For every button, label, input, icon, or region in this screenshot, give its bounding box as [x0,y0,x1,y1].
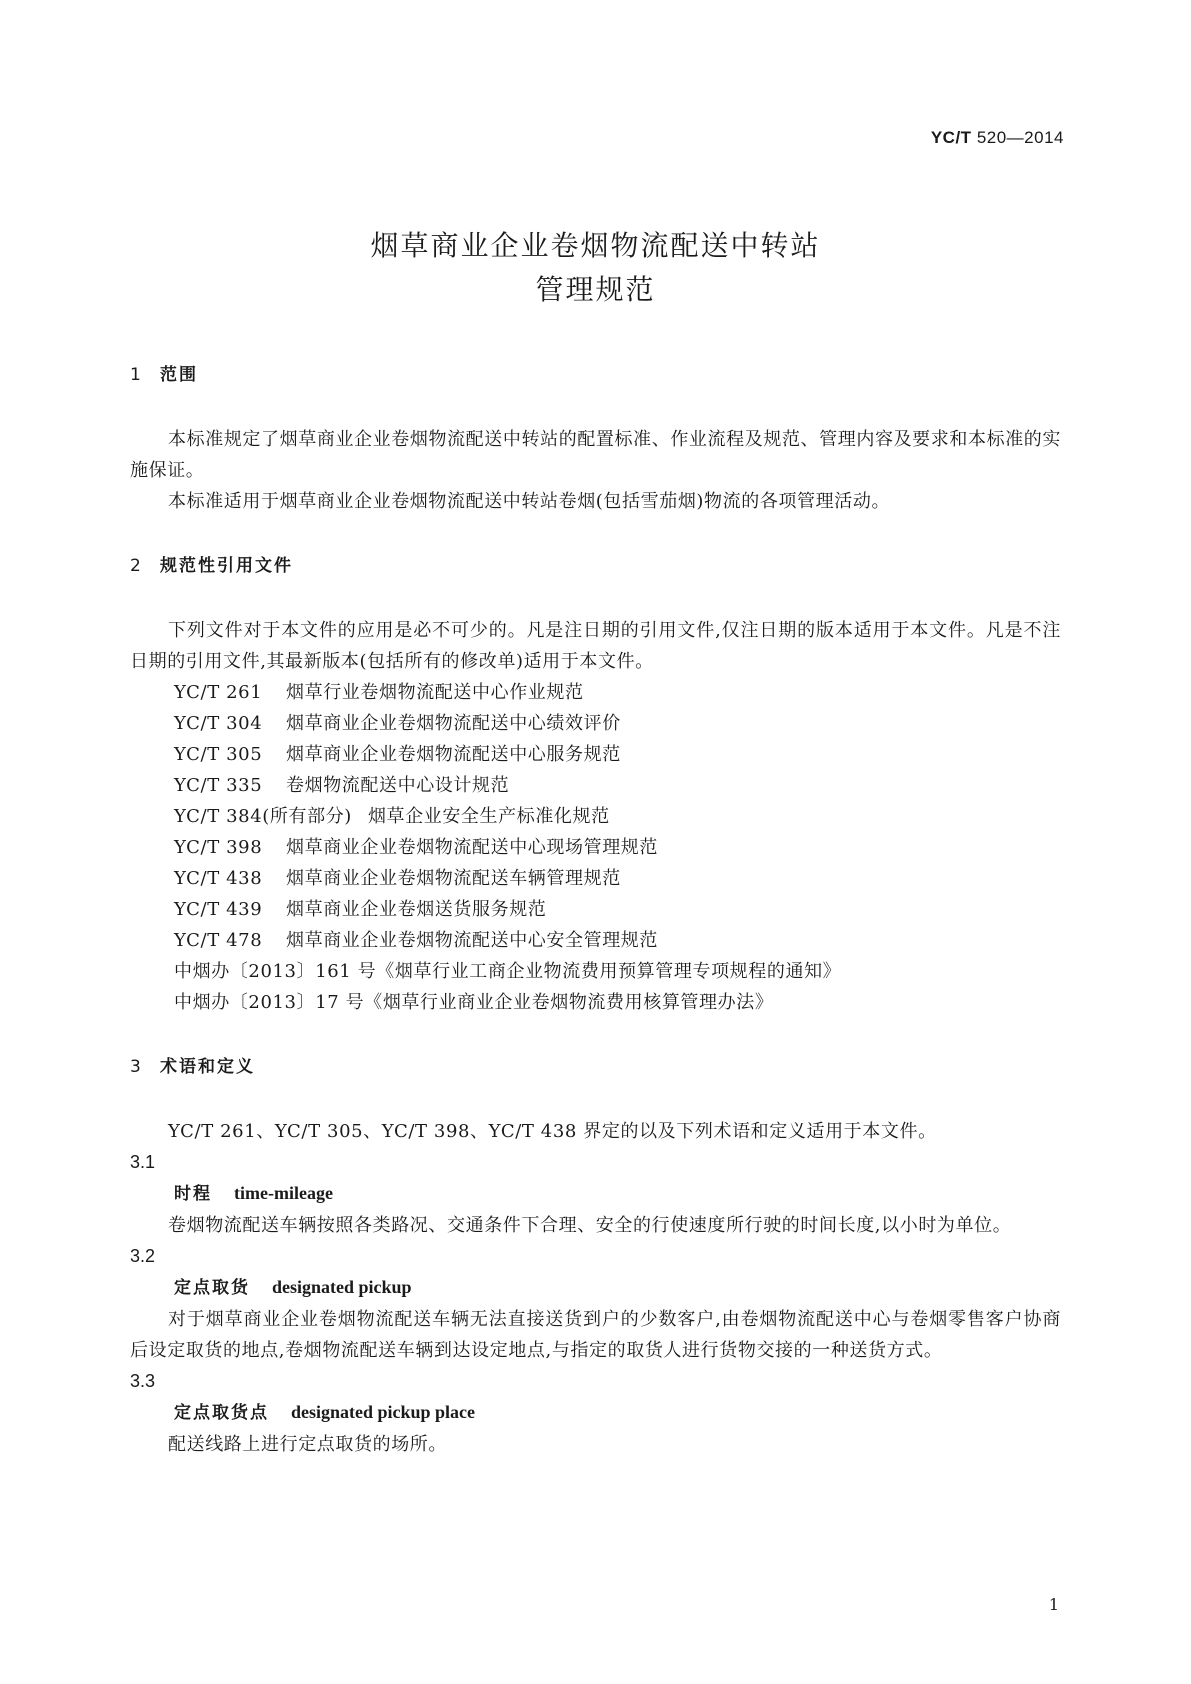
term-entry [130,1272,1061,1304]
section-number: 2 [130,556,143,576]
reference-item [130,925,1061,956]
clause-number: 3.1 [130,1152,156,1172]
term-english: designated pickup place [291,1402,476,1422]
section-title: 规范性引用文件 [160,556,293,576]
reference-item [130,832,1061,863]
standard-prefix: YC/T [930,128,972,147]
reference-item [130,770,1061,801]
reference-item [130,677,1061,708]
reference-title: 烟草商业企业卷烟物流配送中心安全管理规范 [286,930,658,951]
notice-item: 中烟办〔2013〕161 号《烟草行业工商企业物流费用预算管理专项规程的通知》 [174,961,842,982]
reference-code: YC/T 304 [174,713,263,734]
reference-title: 烟草商业企业卷烟物流配送中心绩效评价 [286,713,621,734]
term-chinese: 时程 [174,1184,212,1204]
paragraph: 本标准适用于烟草商业企业卷烟物流配送中转站卷烟(包括雪茄烟)物流的各项管理活动。 [168,491,891,512]
reference-item [130,894,1061,925]
section-title: 术语和定义 [160,1057,255,1077]
reference-code: YC/T 305 [174,744,263,765]
reference-code: YC/T 439 [174,899,263,920]
section-2-heading [130,553,1061,579]
section-title: 范围 [160,365,198,385]
title-line-1: 烟草商业企业卷烟物流配送中转站 [370,229,821,262]
reference-title: 烟草企业安全生产标准化规范 [367,806,610,827]
section-1-heading [130,362,1061,388]
section-3-heading [130,1054,1061,1080]
reference-title: 烟草商业企业卷烟送货服务规范 [286,899,547,920]
term-entry [130,1178,1061,1210]
reference-item [130,863,1061,894]
reference-code: YC/T 398 [174,837,263,858]
term-chinese: 定点取货点 [174,1403,269,1423]
clause-number: 3.2 [130,1246,156,1266]
document-title [0,224,1191,312]
page-number: 1 [1048,1595,1059,1614]
reference-code: YC/T 478 [174,930,263,951]
reference-item [130,801,1061,832]
reference-title: 烟草商业企业卷烟物流配送中心服务规范 [286,744,621,765]
reference-title: 烟草商业企业卷烟物流配送中心现场管理规范 [286,837,658,858]
term-definition: 配送线路上进行定点取货的场所。 [168,1434,447,1455]
reference-code: YC/T 261 [174,682,263,703]
reference-code: YC/T 335 [174,775,263,796]
clause-number: 3.3 [130,1371,156,1391]
reference-title: 卷烟物流配送中心设计规范 [286,775,510,796]
term-english: time-mileage [234,1183,333,1203]
paragraph: 下列文件对于本文件的应用是必不可少的。凡是注日期的引用文件,仅注日期的版本适用于本文件。凡是不注日期的引用文件,其最新版本(包括所有的修改单)适用于本文件。 [130,620,1061,672]
section-number: 3 [130,1057,143,1077]
term-definition: 对于烟草商业企业卷烟物流配送车辆无法直接送货到户的少数客户,由卷烟物流配送中心与卷烟零售客户协商后设定取货的地点,卷烟物流配送车辆到达设定地点,与指定的取货人进行货物交接的一种送货方式。 [130,1309,1061,1361]
standard-code: 520—2014 [976,128,1064,147]
reference-code: YC/T 384(所有部分) [174,806,352,827]
term-chinese: 定点取货 [174,1278,250,1298]
notice-item: 中烟办〔2013〕17 号《烟草行业商业企业卷烟物流费用核算管理办法》 [174,992,774,1013]
reference-item [130,739,1061,770]
reference-item [130,708,1061,739]
term-definition: 卷烟物流配送车辆按照各类路况、交通条件下合理、安全的行使速度所行驶的时间长度,以小时为单位。 [168,1215,1012,1236]
reference-title: 烟草商业企业卷烟物流配送车辆管理规范 [286,868,621,889]
paragraph: 本标准规定了烟草商业企业卷烟物流配送中转站的配置标准、作业流程及规范、管理内容及要求和本标准的实施保证。 [130,429,1061,481]
reference-code: YC/T 438 [174,868,263,889]
title-line-2: 管理规范 [535,273,656,306]
paragraph: YC/T 261、YC/T 305、YC/T 398、YC/T 438 界定的以及下列术语和定义适用于本文件。 [168,1121,937,1142]
standard-number [931,122,1064,153]
term-entry [130,1397,1061,1429]
normative-reference-list [130,677,1061,1018]
document-body [130,362,1061,1460]
term-english: designated pickup [272,1277,412,1297]
section-number: 1 [130,365,143,385]
reference-title: 烟草行业卷烟物流配送中心作业规范 [286,682,584,703]
